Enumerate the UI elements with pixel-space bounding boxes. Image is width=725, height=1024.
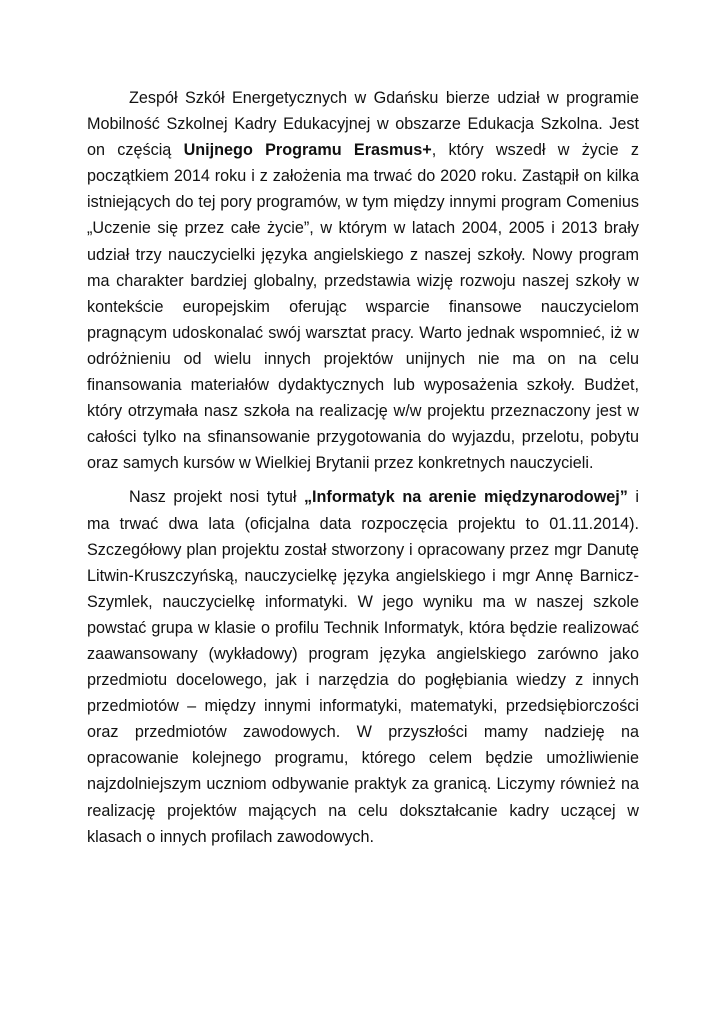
paragraph-erasmus-program	[87, 85, 639, 476]
paragraph-2-text-end: i ma trwać dwa lata (oficjalna data rozpoczęcia projektu to 01.11.2014). Szczegółowy plan projektu został stworzony i opracowany przez mgr Danutę Litwin-Kruszczyńską, nauczycielkę języka angielskiego i mgr Annę Barnicz-Szymlek, nauczycielkę informatyki. W jego wyniku ma w naszej szkole powstać grupa w klasie o profilu Technik Informatyk, która będzie realizować zaawansowany (wykładowy) program języka angielskiego zarówno jako przedmiotu docelowego, jak i narzędzia do pogłębiania wiedzy z innych przedmiotów – między innymi informatyki, matematyki, przedsiębiorczości oraz przedmiotów zawodowych. W przyszłości mamy nadzieję na opracowanie kolejnego programu, którego celem będzie umożliwienie najzdolniejszym uczniom odbywanie praktyk za granicą. Liczymy również na realizację projektów mających na celu dokształcanie kadry uczącej w klasach o innych profilach zawodowych.	[87, 488, 640, 846]
paragraph-2-text-start: Nasz projekt nosi tytuł	[129, 488, 304, 507]
paragraph-project-description	[87, 484, 639, 849]
project-title-bold: „Informatyk na arenie międzynarodowej”	[303, 488, 628, 507]
document-page	[87, 85, 639, 850]
program-name-bold: Unijnego Programu Erasmus+	[183, 141, 432, 160]
paragraph-1-text-start: Zespół Szkół Energetycznych w Gdańsku bierze udział w programie Mobilność Szkolnej Kadry Edukacyjnej w obszarze Edukacja Szkolna. Jest on częścią	[87, 89, 639, 160]
paragraph-1-text-end: , który wszedł w życie z początkiem 2014 roku i z założenia ma trwać do 2020 roku. Zastąpił on kilka istniejących do tej pory programów, w tym między innymi program Comenius „Uczenie się przez całe życie”, w którym w latach 2004, 2005 i 2013 brały udział trzy nauczycielki języka angielskiego z naszej szkoły. Nowy program ma charakter bardziej globalny, przedstawia wizję rozwoju naszej szkoły w kontekście europejskim oferując wsparcie finansowe nauczycielom pragnącym udoskonalać swój warsztat pracy. Warto jednak wspomnieć, iż w odróżnieniu od wielu innych projektów unijnych nie ma on na celu finansowania materiałów dydaktycznych lub wyposażenia szkoły. Budżet, który otrzymała nasz szkoła na realizację w/w projektu przeznaczony jest w całości tylko na sfinansowanie przygotowania do wyjazdu, przelotu, pobytu oraz samych kursów w Wielkiej Brytanii przez konkretnych nauczycieli.	[87, 141, 639, 473]
